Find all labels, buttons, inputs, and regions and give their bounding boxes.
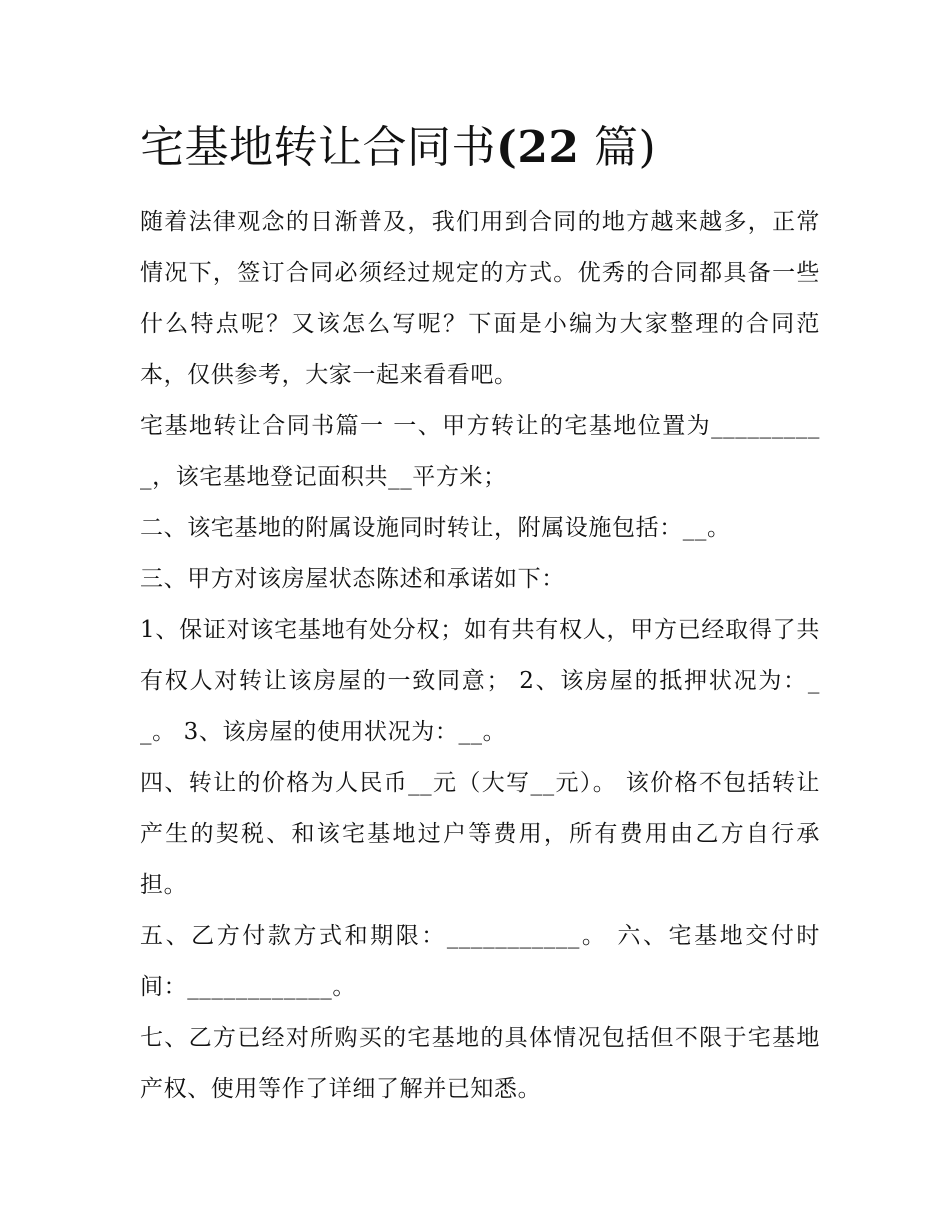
document-title [140, 118, 830, 178]
clause-7-paragraph: 七、乙方已经对所购买的宅基地的具体情况包括但不限于宅基地产权、使用等作了详细了解并已知悉。 [140, 1025, 820, 1102]
title-suffix: 篇) [579, 122, 657, 173]
clause-5-6-paragraph: 五、乙方付款方式和期限：___________。 六、宅基地交付时间：____________。 [140, 923, 820, 1000]
clause-2-paragraph: 二、该宅基地的附属设施同时转让，附属设施包括：__。 [140, 515, 731, 541]
title-text: 宅基地转让合同书 [140, 122, 496, 173]
title-count: (22 [496, 122, 580, 173]
clause-3-paragraph: 三、甲方对该房屋状态陈述和承诺如下： [140, 566, 565, 592]
clause-1-paragraph: 宅基地转让合同书篇一 一、甲方转让的宅基地位置为__________，该宅基地登记面积共__平方米； [140, 413, 820, 490]
intro-paragraph: 随着法律观念的日渐普及，我们用到合同的地方越来越多，正常情况下，签订合同必须经过规定的方式。优秀的合同都具备一些什么特点呢？又该怎么写呢？下面是小编为大家整理的合同范本，仅供参考，大家一起来看看吧。 [140, 209, 820, 388]
clause-4-paragraph: 四、转让的价格为人民币__元（大写__元）。 该价格不包括转让产生的契税、和该宅基地过户等费用，所有费用由乙方自行承担。 [140, 770, 820, 898]
document-body [140, 197, 820, 1115]
clause-3-items-paragraph: 1、保证对该宅基地有处分权；如有共有权人，甲方已经取得了共有权人对转让该房屋的一致同意； 2、该房屋的抵押状况为：__。 3、该房屋的使用状况为：__。 [140, 617, 820, 745]
